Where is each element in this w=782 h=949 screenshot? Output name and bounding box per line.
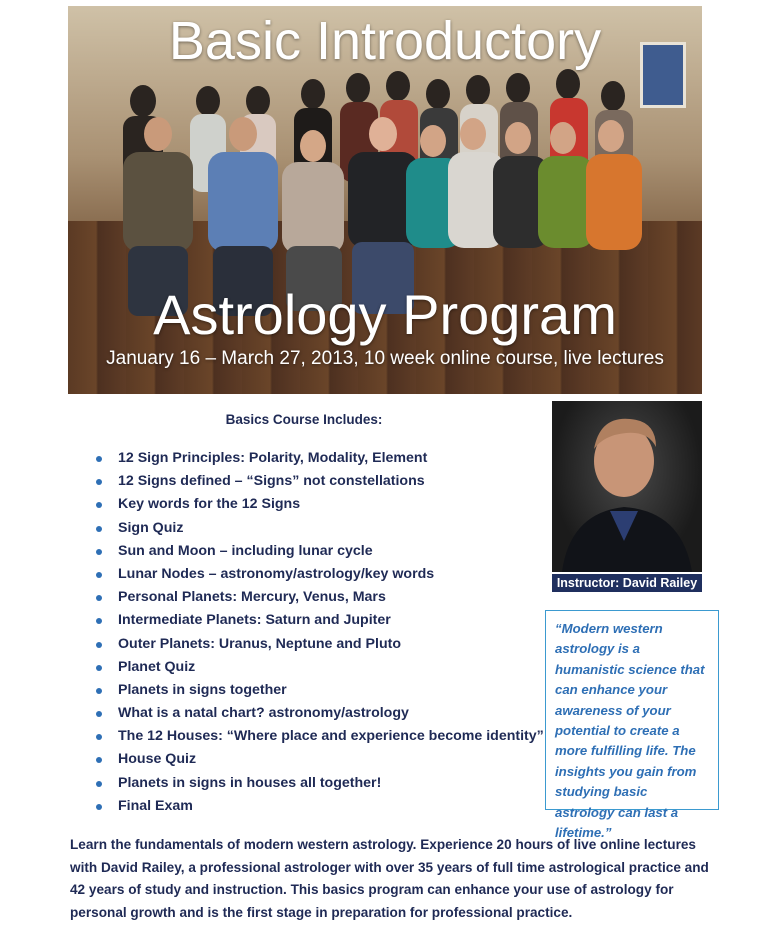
topic-label: The 12 Houses: “Where place and experience become identity” [118, 728, 544, 745]
bullet-icon [96, 526, 102, 532]
bullet-icon [96, 688, 102, 694]
topic-label: Key words for the 12 Signs [118, 496, 301, 513]
topic-list-item [96, 679, 544, 702]
topic-list-item [96, 540, 544, 563]
topic-list-item [96, 563, 544, 586]
topic-label: 12 Sign Principles: Polarity, Modality, Element [118, 450, 428, 466]
topic-label: Sign Quiz [118, 519, 184, 536]
topic-list-item [96, 702, 544, 725]
bullet-icon [96, 549, 102, 555]
topic-list-item [96, 633, 544, 656]
topic-label: Lunar Nodes – astronomy/astrology/key words [118, 565, 435, 582]
group-photo [68, 6, 702, 394]
hero-title-line1: Basic Introductory [168, 11, 602, 71]
instructor-photo [552, 401, 702, 572]
course-topic-list [96, 447, 544, 818]
topic-list-item [96, 586, 544, 609]
bullet-icon [96, 781, 102, 787]
topic-label: Intermediate Planets: Saturn and Jupiter [118, 612, 391, 629]
topic-list-item [96, 517, 544, 540]
topic-label: Final Exam [118, 797, 193, 814]
bullet-icon [96, 757, 102, 763]
topic-label: Planets in signs together [118, 681, 287, 698]
bullet-icon [96, 734, 102, 740]
hero-subtitle: January 16 – March 27, 2013, 10 week online course, live lectures [106, 348, 664, 369]
instructor-portrait-illustration [552, 401, 702, 572]
bullet-icon [96, 642, 102, 648]
topic-list-item [96, 447, 544, 470]
topic-list-item [96, 748, 544, 771]
topic-list-item [96, 493, 544, 516]
bullet-icon [96, 618, 102, 624]
instructor-caption: Instructor: David Railey [552, 574, 702, 592]
bullet-icon [96, 595, 102, 601]
topic-label: Sun and Moon – including lunar cycle [118, 542, 373, 559]
topic-label: What is a natal chart? astronomy/astrology [118, 705, 409, 722]
quote-box [545, 610, 719, 841]
bullet-icon [96, 572, 102, 578]
topic-label: Planets in signs in houses all together! [118, 774, 382, 791]
topic-label: 12 Signs defined – “Signs” not constellations [118, 473, 425, 490]
bullet-icon [96, 502, 102, 508]
course-description: Learn the fundamentals of modern western astrology. Experience 20 hours of live online lectures with David Railey, a professional astrologer with over 35 years of full time astrological practice and 42 years of study and instruction. This basics program can enhance your use of astrology for personal growth and is the first stage in preparation for professional practice. [70, 837, 709, 920]
topic-list-item [96, 609, 544, 632]
bullet-icon [96, 665, 102, 671]
bullet-icon [96, 711, 102, 717]
hero-title-line2: Astrology Program [153, 283, 617, 346]
topic-label: House Quiz [118, 751, 197, 768]
topic-list-item [96, 772, 544, 795]
course-heading: Basics Course Includes: [225, 412, 383, 427]
topic-list-item [96, 656, 544, 679]
topic-label: Personal Planets: Mercury, Venus, Mars [118, 589, 386, 606]
topic-label: Planet Quiz [118, 658, 196, 675]
bullet-icon [96, 804, 102, 810]
topic-list-item [96, 795, 544, 818]
topic-list-item [96, 725, 544, 748]
topic-list-item [96, 470, 544, 493]
bullet-icon [96, 479, 102, 485]
quote-text: “Modern western astrology is a humanistic science that can enhance your awareness of your potential to create a more fulfilling life. The insights you gain from studying basic astrology can last a lifetime.” [555, 621, 705, 841]
bullet-icon [96, 456, 102, 462]
topic-label: Outer Planets: Uranus, Neptune and Pluto [118, 635, 401, 652]
